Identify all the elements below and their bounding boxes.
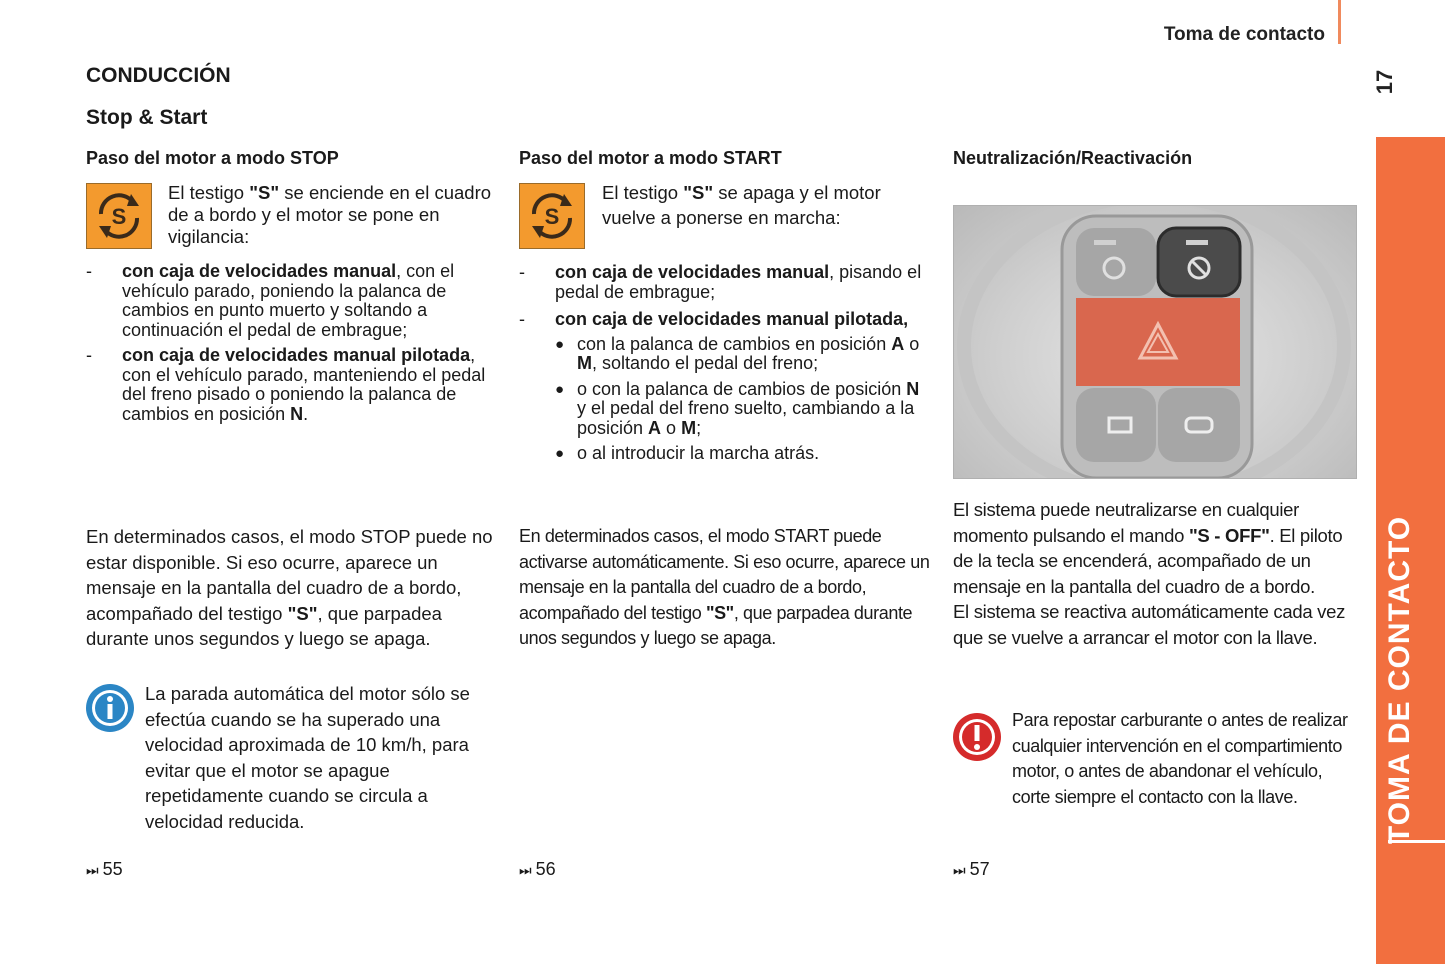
col2-intro: El testigo "S" se apaga y el motor vuelve a ponerse en marcha: bbox=[602, 182, 881, 228]
dashboard-switch-photo bbox=[953, 205, 1357, 479]
next-page-icon: ⏭ bbox=[953, 862, 966, 878]
main-heading: CONDUCCIÓN bbox=[86, 64, 231, 87]
next-page-icon: ⏭ bbox=[86, 862, 99, 878]
list-item: - con caja de velocidades manual pilotada, ● con la palanca de cambios en posición A o M, soltando el pedal del freno; ● o con la palanca de cambios de posición N y el pedal del freno suelto, cambiando a la posición A o M; ● o al introducir la marcha atrás. bbox=[519, 310, 929, 464]
col1-note: En determinados casos, el modo STOP puede no estar disponible. Si eso ocurre, aparece un mensaje en la pantalla del cuadro de a bordo, acompañado del testigo "S", que parpadea durante unos segundos y luego se apaga. bbox=[86, 526, 493, 649]
bullet-item: ● con la palanca de cambios en posición A o M, soltando el pedal del freno; bbox=[555, 333, 920, 373]
sub-heading: Stop & Start bbox=[86, 106, 208, 129]
page-reference-55[interactable]: ⏭ 55 bbox=[86, 859, 123, 879]
col3-text: El sistema puede neutralizarse en cualquier momento pulsando el mando "S - OFF". El piloto de la tecla se encenderá, acompañado de un mensaje en la pantalla del cuadro de a bordo. El sistema se reactiva automáticamente cada vez que se vuelve a arrancar el motor con la llave. bbox=[953, 499, 1346, 648]
svg-text:S: S bbox=[544, 204, 560, 229]
col1-intro: El testigo "S" se enciende en el cuadro de a bordo y el motor se pone en vigilancia: bbox=[168, 182, 492, 247]
list-item: - con caja de velocidades manual, con el vehículo parado, poniendo la palanca de cambios en punto muerto y soltando a continuación el pedal de embrague; bbox=[86, 261, 455, 340]
col2-list bbox=[519, 263, 929, 470]
side-tab-label: TOMA DE CONTACTO bbox=[1383, 515, 1416, 845]
svg-text:S: S bbox=[111, 204, 127, 229]
next-page-icon: ⏭ bbox=[519, 862, 532, 878]
page-reference-56[interactable]: ⏭ 56 bbox=[519, 859, 556, 879]
col1-title: Paso del motor a modo STOP bbox=[86, 148, 339, 168]
list-item: - con caja de velocidades manual, pisando el pedal de embrague; bbox=[519, 262, 922, 302]
bullet-item: ● o con la palanca de cambios de posición N y el pedal del freno suelto, cambiando a la posición A o M; bbox=[555, 378, 920, 438]
col2-title: Paso del motor a modo START bbox=[519, 148, 782, 168]
bullet-item: ● o al introducir la marcha atrás. bbox=[555, 443, 820, 463]
stop-start-s-icon bbox=[519, 183, 585, 249]
header-divider bbox=[1338, 0, 1341, 44]
info-icon bbox=[86, 684, 134, 732]
col2-note: En determinados casos, el modo START puede activarse automáticamente. Si eso ocurre, aparece un mensaje en la pantalla del cuadro de a bordo, acompañado del testigo "S", que parpadea durante unos segundos y luego se apaga. bbox=[519, 526, 930, 648]
section-title: Toma de contacto bbox=[1163, 24, 1325, 45]
warning-note: Para repostar carburante o antes de realizar cualquier intervención en el compartimiento motor, o antes de abandonar el vehículo, corte siempre el contacto con la llave. bbox=[1012, 710, 1348, 807]
page-reference-57[interactable]: ⏭ 57 bbox=[953, 859, 990, 879]
warning-icon bbox=[953, 713, 1001, 761]
page-number: 17 bbox=[1372, 69, 1397, 95]
stop-start-s-icon bbox=[86, 183, 152, 249]
col1-list bbox=[86, 262, 492, 430]
info-note: La parada automática del motor sólo se efectúa cuando se ha superado una velocidad aproximada de 10 km/h, para evitar que el motor se apague repetidamente cuando se circula a velocidad reducida. bbox=[145, 683, 470, 832]
list-item: - con caja de velocidades manual pilotada, con el vehículo parado, manteniendo el pedal del freno pisado o poniendo la palanca de cambios en posición N. bbox=[86, 345, 486, 424]
col3-title: Neutralización/Reactivación bbox=[953, 148, 1193, 168]
